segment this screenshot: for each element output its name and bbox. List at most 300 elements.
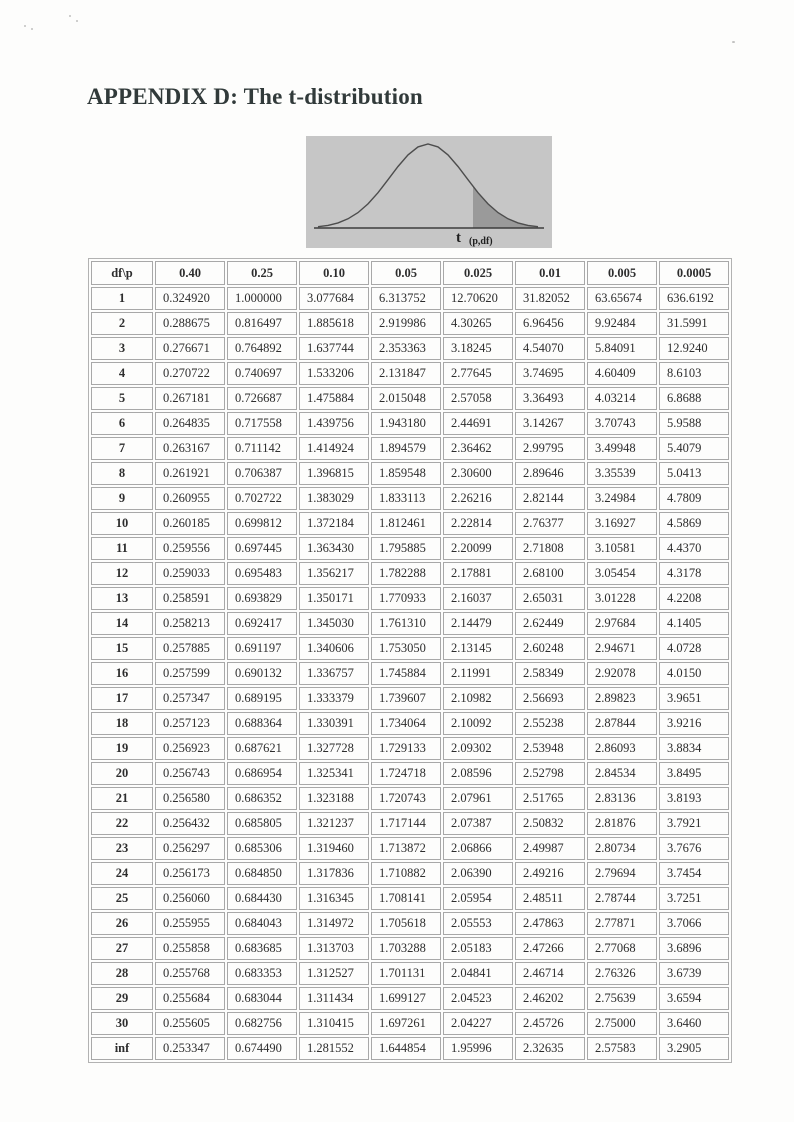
table-cell: 3.70743 (587, 412, 657, 435)
table-header-row (91, 261, 729, 285)
table-cell: 3.05454 (587, 562, 657, 585)
table-cell: 2.16037 (443, 587, 513, 610)
table-cell: 0.257599 (155, 662, 225, 685)
table-cell: 1.414924 (299, 437, 369, 460)
table-cell: 8.6103 (659, 362, 729, 385)
table-cell: 3.7066 (659, 912, 729, 935)
table-row (91, 812, 729, 835)
table-cell: 2.06866 (443, 837, 513, 860)
table-cell: 4.7809 (659, 487, 729, 510)
table-cell: 1.710882 (371, 862, 441, 885)
table-cell: 1.336757 (299, 662, 369, 685)
table-cell: 1.396815 (299, 462, 369, 485)
table-cell: 1.333379 (299, 687, 369, 710)
table-cell: 3.9216 (659, 712, 729, 735)
scan-speck (76, 20, 78, 22)
table-cell: 4.0150 (659, 662, 729, 685)
table-cell: 2.89823 (587, 687, 657, 710)
table-cell: 2.89646 (515, 462, 585, 485)
table-cell: 3.6594 (659, 987, 729, 1010)
df-row-header: 24 (91, 862, 153, 885)
table-cell: 0.324920 (155, 287, 225, 310)
table-cell: 3.8495 (659, 762, 729, 785)
table-cell: 0.683685 (227, 937, 297, 960)
table-cell: 2.47266 (515, 937, 585, 960)
df-row-header: 16 (91, 662, 153, 685)
column-header: 0.01 (515, 261, 585, 285)
table-cell: 0.256297 (155, 837, 225, 860)
table-cell: 1.363430 (299, 537, 369, 560)
table-cell: 0.685805 (227, 812, 297, 835)
table-cell: 2.60248 (515, 637, 585, 660)
table-cell: 1.316345 (299, 887, 369, 910)
table-cell: 3.10581 (587, 537, 657, 560)
table-cell: 4.3178 (659, 562, 729, 585)
table-cell: 0.686352 (227, 787, 297, 810)
table-row (91, 662, 729, 685)
table-cell: 4.4370 (659, 537, 729, 560)
table-cell: 3.14267 (515, 412, 585, 435)
table-row (91, 612, 729, 635)
table-cell: 0.683044 (227, 987, 297, 1010)
table-cell: 2.58349 (515, 662, 585, 685)
df-row-header: 19 (91, 737, 153, 760)
table-cell: 4.2208 (659, 587, 729, 610)
table-cell: 3.16927 (587, 512, 657, 535)
table-cell: 1.312527 (299, 962, 369, 985)
table-cell: 1.356217 (299, 562, 369, 585)
table-cell: 2.07961 (443, 787, 513, 810)
table-cell: 5.9588 (659, 412, 729, 435)
table-cell: 3.2905 (659, 1037, 729, 1060)
table-row (91, 287, 729, 310)
scan-speck (732, 41, 735, 43)
table-cell: 636.6192 (659, 287, 729, 310)
table-cell: 2.10092 (443, 712, 513, 735)
table-cell: 2.08596 (443, 762, 513, 785)
table-cell: 1.724718 (371, 762, 441, 785)
table-cell: 1.833113 (371, 487, 441, 510)
table-cell: 4.5869 (659, 512, 729, 535)
table-cell: 1.699127 (371, 987, 441, 1010)
table-cell: 0.711142 (227, 437, 297, 460)
table-row (91, 837, 729, 860)
table-cell: 4.60409 (587, 362, 657, 385)
table-cell: 2.50832 (515, 812, 585, 835)
df-row-header: 6 (91, 412, 153, 435)
table-cell: 1.319460 (299, 837, 369, 860)
table-cell: 2.79694 (587, 862, 657, 885)
table-cell: 2.04841 (443, 962, 513, 985)
table-cell: 1.345030 (299, 612, 369, 635)
table-row (91, 512, 729, 535)
table-cell: 0.685306 (227, 837, 297, 860)
table-cell: 1.350171 (299, 587, 369, 610)
table-cell: 0.717558 (227, 412, 297, 435)
table-cell: 2.82144 (515, 487, 585, 510)
table-cell: 2.49987 (515, 837, 585, 860)
table-row (91, 762, 729, 785)
t-label-subscript: (p,df) (469, 236, 493, 247)
table-cell: 1.761310 (371, 612, 441, 635)
df-row-header: 26 (91, 912, 153, 935)
table-row (91, 937, 729, 960)
table-cell: 1.739607 (371, 687, 441, 710)
table-row (91, 537, 729, 560)
table-cell: 1.439756 (299, 412, 369, 435)
table-cell: 2.94671 (587, 637, 657, 660)
t-distribution-table (88, 258, 732, 1063)
table-cell: 2.919986 (371, 312, 441, 335)
table-cell: 3.74695 (515, 362, 585, 385)
table-cell: 0.276671 (155, 337, 225, 360)
table-cell: 2.49216 (515, 862, 585, 885)
table-cell: 2.77645 (443, 362, 513, 385)
table-cell: 1.705618 (371, 912, 441, 935)
table-cell: 1.317836 (299, 862, 369, 885)
column-header: 0.10 (299, 261, 369, 285)
table-row (91, 862, 729, 885)
table-cell: 0.255955 (155, 912, 225, 935)
table-body (91, 287, 729, 1060)
df-row-header: 11 (91, 537, 153, 560)
table-cell: 3.8834 (659, 737, 729, 760)
table-cell: 3.077684 (299, 287, 369, 310)
table-cell: 0.256432 (155, 812, 225, 835)
table-cell: 1.745884 (371, 662, 441, 685)
table-cell: 2.14479 (443, 612, 513, 635)
df-row-header: 20 (91, 762, 153, 785)
table-cell: 3.36493 (515, 387, 585, 410)
table-cell: 0.256060 (155, 887, 225, 910)
df-row-header: 21 (91, 787, 153, 810)
table-cell: 3.6896 (659, 937, 729, 960)
df-row-header: 23 (91, 837, 153, 860)
df-row-header: 29 (91, 987, 153, 1010)
table-cell: 2.68100 (515, 562, 585, 585)
table-cell: 3.6739 (659, 962, 729, 985)
table-cell: 12.70620 (443, 287, 513, 310)
table-cell: 2.92078 (587, 662, 657, 685)
table-cell: 0.288675 (155, 312, 225, 335)
table-row (91, 337, 729, 360)
df-row-header: 15 (91, 637, 153, 660)
table-cell: 1.637744 (299, 337, 369, 360)
table-cell: 2.20099 (443, 537, 513, 560)
table-cell: 5.0413 (659, 462, 729, 485)
page-title: APPENDIX D: The t-distribution (87, 84, 423, 109)
table-row (91, 737, 729, 760)
table-row (91, 362, 729, 385)
df-row-header: inf (91, 1037, 153, 1060)
table-row (91, 487, 729, 510)
scan-speck (24, 25, 26, 27)
t-distribution-curve (306, 136, 552, 248)
table-cell: 0.267181 (155, 387, 225, 410)
table-cell: 0.687621 (227, 737, 297, 760)
table-cell: 0.693829 (227, 587, 297, 610)
table-cell: 1.281552 (299, 1037, 369, 1060)
table-cell: 1.325341 (299, 762, 369, 785)
table-cell: 0.256743 (155, 762, 225, 785)
table-cell: 1.720743 (371, 787, 441, 810)
table-row (91, 687, 729, 710)
column-header: 0.025 (443, 261, 513, 285)
table-cell: 1.311434 (299, 987, 369, 1010)
table-cell: 2.52798 (515, 762, 585, 785)
table-cell: 0.691197 (227, 637, 297, 660)
table-cell: 2.77871 (587, 912, 657, 935)
df-row-header: 18 (91, 712, 153, 735)
table-cell: 1.770933 (371, 587, 441, 610)
table-cell: 2.78744 (587, 887, 657, 910)
table-cell: 2.10982 (443, 687, 513, 710)
table-cell: 4.0728 (659, 637, 729, 660)
table-row (91, 462, 729, 485)
df-row-header: 7 (91, 437, 153, 460)
table-cell: 2.13145 (443, 637, 513, 660)
table-cell: 2.46202 (515, 987, 585, 1010)
table-cell: 2.83136 (587, 787, 657, 810)
table-cell: 1.885618 (299, 312, 369, 335)
table-cell: 0.255858 (155, 937, 225, 960)
df-row-header: 4 (91, 362, 153, 385)
table-cell: 6.8688 (659, 387, 729, 410)
table-cell: 0.259033 (155, 562, 225, 585)
df-row-header: 28 (91, 962, 153, 985)
table-cell: 2.80734 (587, 837, 657, 860)
table-cell: 1.717144 (371, 812, 441, 835)
table-cell: 2.76326 (587, 962, 657, 985)
table-cell: 1.321237 (299, 812, 369, 835)
table-cell: 1.313703 (299, 937, 369, 960)
table-cell: 0.256173 (155, 862, 225, 885)
table-cell: 2.57058 (443, 387, 513, 410)
column-header: 0.0005 (659, 261, 729, 285)
table-cell: 2.09302 (443, 737, 513, 760)
column-header: 0.05 (371, 261, 441, 285)
table-cell: 1.734064 (371, 712, 441, 735)
table-cell: 0.255768 (155, 962, 225, 985)
table-cell: 1.729133 (371, 737, 441, 760)
table-cell: 1.475884 (299, 387, 369, 410)
table-cell: 1.701131 (371, 962, 441, 985)
table-cell: 0.697445 (227, 537, 297, 560)
table-cell: 0.257123 (155, 712, 225, 735)
table-row (91, 962, 729, 985)
table-cell: 0.258591 (155, 587, 225, 610)
table-cell: 3.35539 (587, 462, 657, 485)
df-row-header: 10 (91, 512, 153, 535)
table-cell: 2.46714 (515, 962, 585, 985)
table-cell: 0.690132 (227, 662, 297, 685)
table-cell: 0.261921 (155, 462, 225, 485)
table-cell: 2.87844 (587, 712, 657, 735)
df-row-header: 12 (91, 562, 153, 585)
table-cell: 2.015048 (371, 387, 441, 410)
table-cell: 4.03214 (587, 387, 657, 410)
table-cell: 0.740697 (227, 362, 297, 385)
table-cell: 2.81876 (587, 812, 657, 835)
table-cell: 63.65674 (587, 287, 657, 310)
table-cell: 2.26216 (443, 487, 513, 510)
table-cell: 1.000000 (227, 287, 297, 310)
table-cell: 2.05954 (443, 887, 513, 910)
df-row-header: 1 (91, 287, 153, 310)
scan-speck (69, 15, 71, 17)
column-header: 0.25 (227, 261, 297, 285)
table-cell: 0.253347 (155, 1037, 225, 1060)
table-cell: 0.674490 (227, 1037, 297, 1060)
table-row (91, 437, 729, 460)
table-cell: 0.683353 (227, 962, 297, 985)
table-cell: 0.255684 (155, 987, 225, 1010)
table-cell: 2.30600 (443, 462, 513, 485)
df-row-header: 14 (91, 612, 153, 635)
table-cell: 0.684043 (227, 912, 297, 935)
table-cell: 1.330391 (299, 712, 369, 735)
table-cell: 2.62449 (515, 612, 585, 635)
table-cell: 4.1405 (659, 612, 729, 635)
table-cell: 0.706387 (227, 462, 297, 485)
table-cell: 2.32635 (515, 1037, 585, 1060)
table-cell: 0.684430 (227, 887, 297, 910)
table-cell: 0.256580 (155, 787, 225, 810)
df-row-header: 5 (91, 387, 153, 410)
table-cell: 2.17881 (443, 562, 513, 585)
table-cell: 0.816497 (227, 312, 297, 335)
table-cell: 0.689195 (227, 687, 297, 710)
table-cell: 3.7921 (659, 812, 729, 835)
table-cell: 3.7454 (659, 862, 729, 885)
table-cell: 1.713872 (371, 837, 441, 860)
table-cell: 2.71808 (515, 537, 585, 560)
table-cell: 0.702722 (227, 487, 297, 510)
table-cell: 0.257885 (155, 637, 225, 660)
df-row-header: 22 (91, 812, 153, 835)
table-cell: 3.18245 (443, 337, 513, 360)
table-cell: 1.644854 (371, 1037, 441, 1060)
table-row (91, 387, 729, 410)
df-row-header: 9 (91, 487, 153, 510)
table-cell: 2.47863 (515, 912, 585, 935)
table-cell: 2.07387 (443, 812, 513, 835)
table-cell: 2.99795 (515, 437, 585, 460)
table-cell: 2.76377 (515, 512, 585, 535)
table-cell: 0.684850 (227, 862, 297, 885)
table-cell: 2.36462 (443, 437, 513, 460)
table-cell: 0.688364 (227, 712, 297, 735)
df-row-header: 8 (91, 462, 153, 485)
table-cell: 4.30265 (443, 312, 513, 335)
table-cell: 2.56693 (515, 687, 585, 710)
table-cell: 0.260185 (155, 512, 225, 535)
table-cell: 0.263167 (155, 437, 225, 460)
table-cell: 0.255605 (155, 1012, 225, 1035)
table-cell: 0.258213 (155, 612, 225, 635)
t-distribution-figure (306, 136, 552, 248)
table-cell: 1.372184 (299, 512, 369, 535)
df-row-header: 27 (91, 937, 153, 960)
table-cell: 2.05553 (443, 912, 513, 935)
table-cell: 1.327728 (299, 737, 369, 760)
table-cell: 0.264835 (155, 412, 225, 435)
table-cell: 0.699812 (227, 512, 297, 535)
table-cell: 1.314972 (299, 912, 369, 935)
table-cell: 0.256923 (155, 737, 225, 760)
table-cell: 2.22814 (443, 512, 513, 535)
table-cell: 3.24984 (587, 487, 657, 510)
df-row-header: 13 (91, 587, 153, 610)
table-cell: 2.45726 (515, 1012, 585, 1035)
table-row (91, 587, 729, 610)
table-cell: 2.75000 (587, 1012, 657, 1035)
table-cell: 2.55238 (515, 712, 585, 735)
corner-header-cell: df\p (91, 261, 153, 285)
table-cell: 0.270722 (155, 362, 225, 385)
df-row-header: 25 (91, 887, 153, 910)
table-row (91, 987, 729, 1010)
table-cell: 3.8193 (659, 787, 729, 810)
table-cell: 2.04523 (443, 987, 513, 1010)
table-row (91, 912, 729, 935)
df-row-header: 17 (91, 687, 153, 710)
table-cell: 0.726687 (227, 387, 297, 410)
column-header: 0.40 (155, 261, 225, 285)
column-header: 0.005 (587, 261, 657, 285)
table-cell: 2.77068 (587, 937, 657, 960)
table-cell: 12.9240 (659, 337, 729, 360)
table-cell: 3.7251 (659, 887, 729, 910)
table-cell: 1.703288 (371, 937, 441, 960)
table-cell: 2.53948 (515, 737, 585, 760)
table-cell: 2.48511 (515, 887, 585, 910)
table-cell: 2.51765 (515, 787, 585, 810)
table-cell: 2.65031 (515, 587, 585, 610)
table-cell: 2.06390 (443, 862, 513, 885)
table-cell: 0.764892 (227, 337, 297, 360)
table-cell: 2.97684 (587, 612, 657, 635)
scan-speck (31, 28, 33, 30)
table-cell: 1.383029 (299, 487, 369, 510)
table-row (91, 312, 729, 335)
table-row (91, 637, 729, 660)
table-cell: 3.7676 (659, 837, 729, 860)
df-row-header: 2 (91, 312, 153, 335)
table-cell: 6.96456 (515, 312, 585, 335)
table-cell: 2.57583 (587, 1037, 657, 1060)
table-cell: 1.323188 (299, 787, 369, 810)
table-row (91, 1037, 729, 1060)
table-cell: 5.84091 (587, 337, 657, 360)
table-cell: 1.310415 (299, 1012, 369, 1035)
table-cell: 1.697261 (371, 1012, 441, 1035)
table-cell: 1.795885 (371, 537, 441, 560)
table-cell: 1.782288 (371, 562, 441, 585)
table-cell: 1.533206 (299, 362, 369, 385)
table-cell: 0.682756 (227, 1012, 297, 1035)
table-cell: 2.353363 (371, 337, 441, 360)
table-cell: 2.75639 (587, 987, 657, 1010)
t-label-main: t (456, 230, 461, 246)
table-row (91, 887, 729, 910)
table-row (91, 412, 729, 435)
table-cell: 2.86093 (587, 737, 657, 760)
table-cell: 0.257347 (155, 687, 225, 710)
table-cell: 9.92484 (587, 312, 657, 335)
table-cell: 3.01228 (587, 587, 657, 610)
table-cell: 5.4079 (659, 437, 729, 460)
